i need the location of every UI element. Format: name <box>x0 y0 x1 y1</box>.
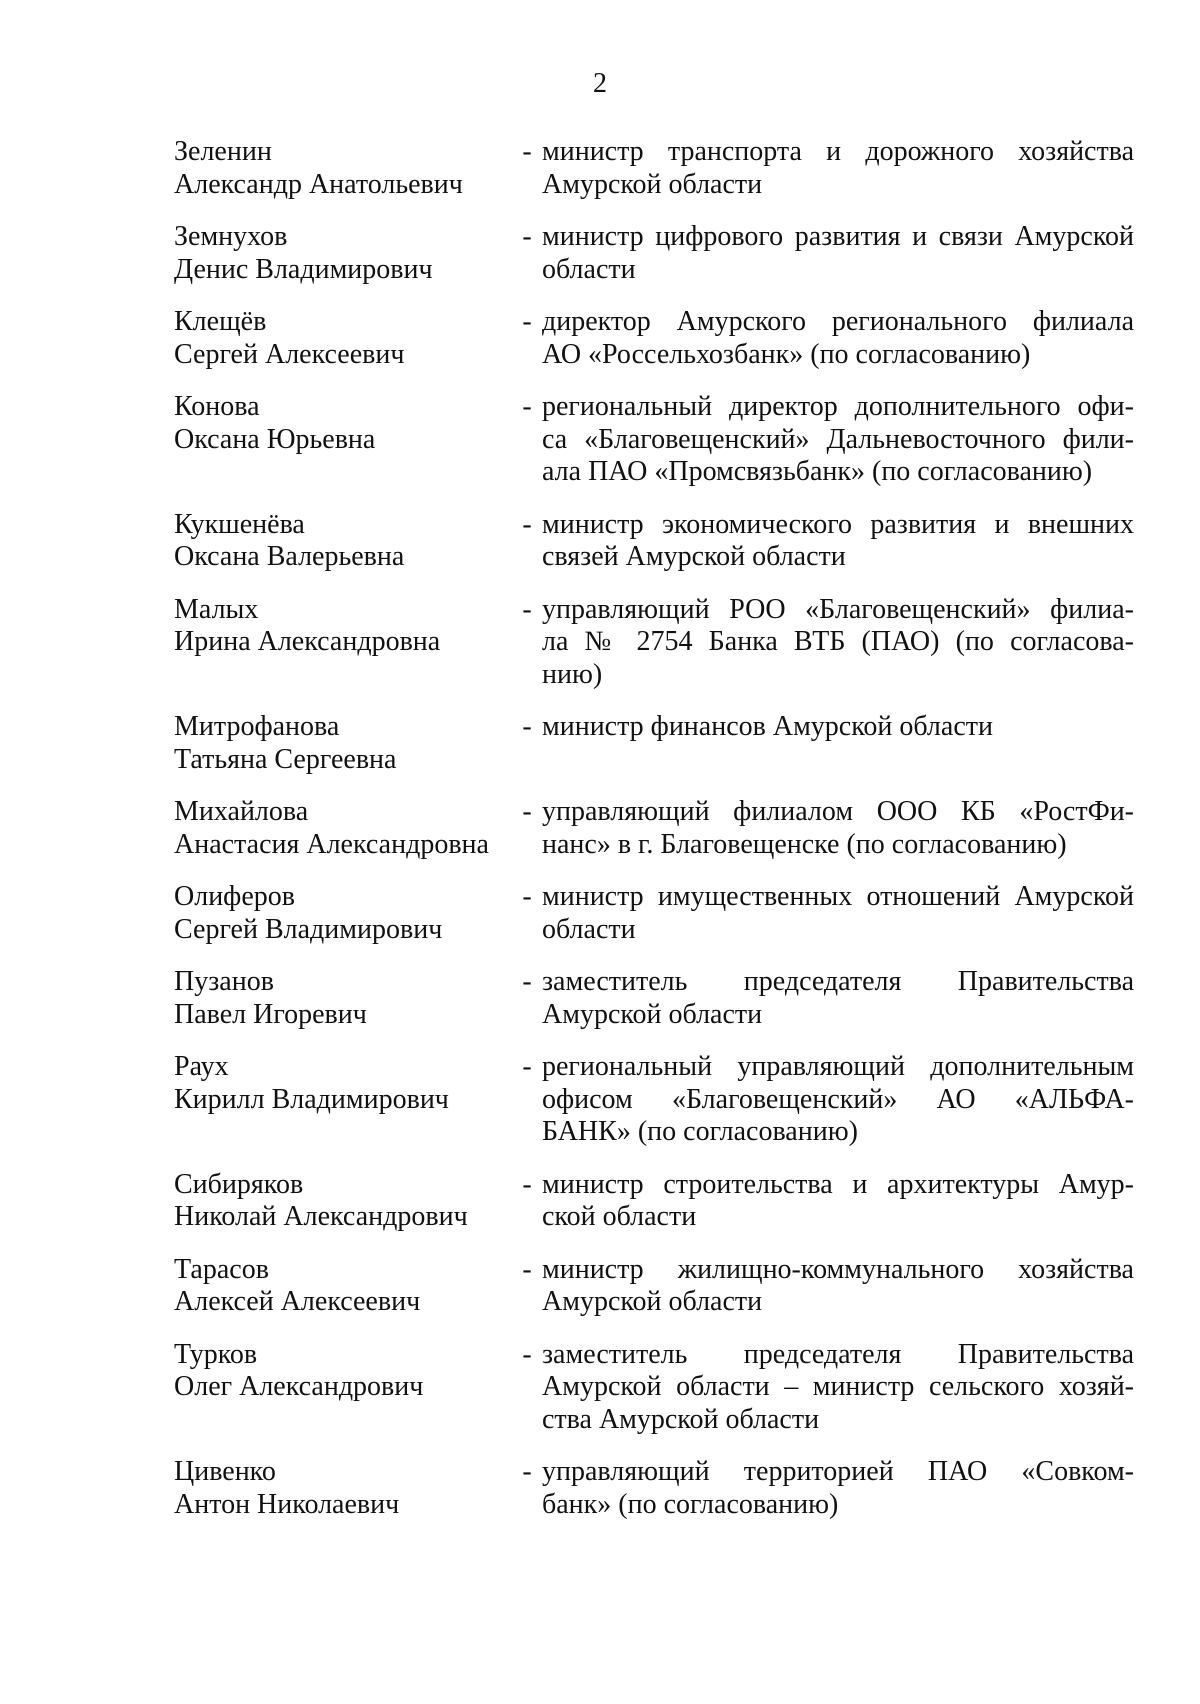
member-role-line: нанс» в г. Благовещенске (по согласованию) <box>542 828 1067 860</box>
member-role-line: области <box>542 913 636 945</box>
member-name <box>174 221 494 286</box>
member-row <box>174 796 1134 861</box>
member-role-line: министр строительства и архитектуры Амур- <box>542 1168 1134 1200</box>
member-surname: Конова <box>174 391 260 422</box>
member-given-names: Ирина Александровна <box>174 626 441 657</box>
member-dash: - <box>522 796 532 827</box>
member-role-line: министр финансов Амурской области <box>542 711 993 742</box>
member-surname: Зеленин <box>174 136 272 167</box>
member-row <box>174 1339 1134 1437</box>
member-role-line: заместитель председателя Правительства <box>542 1338 1134 1370</box>
member-dash: - <box>522 711 532 742</box>
member-role <box>542 1051 1134 1149</box>
member-given-names: Антон Николаевич <box>174 1488 400 1520</box>
member-dash: - <box>522 881 532 912</box>
member-row <box>174 306 1134 371</box>
member-role-line: заместитель председателя Правительства <box>542 966 1134 997</box>
member-given-names: Оксана Юрьевна <box>174 423 376 455</box>
member-given-names: Оксана Валерьевна <box>174 541 405 572</box>
member-surname: Сибиряков <box>174 1168 304 1200</box>
member-dash: - <box>522 306 532 337</box>
member-row <box>174 136 1134 201</box>
member-role-line: управляющий РОО «Благовещенский» филиа- <box>542 593 1134 625</box>
member-row <box>174 594 1134 692</box>
member-given-names: Алексей Алексеевич <box>174 1286 421 1317</box>
member-row <box>174 1254 1134 1319</box>
member-surname: Цивенко <box>174 1456 276 1487</box>
member-role-line: Амурской области <box>542 998 763 1030</box>
member-dash: - <box>522 508 532 540</box>
member-name <box>174 306 494 371</box>
member-role-line: министр имущественных отношений Амурской <box>542 881 1134 912</box>
member-role-line: ла № 2754 Банка ВТБ (ПАО) (по согласова- <box>542 626 1134 657</box>
member-role <box>542 1169 1134 1234</box>
member-given-names: Павел Игоревич <box>174 998 367 1030</box>
member-role <box>542 1339 1134 1437</box>
member-given-names: Сергей Алексеевич <box>174 338 405 370</box>
member-row <box>174 509 1134 574</box>
member-surname: Митрофанова <box>174 711 340 742</box>
member-name <box>174 594 494 692</box>
member-surname: Раух <box>174 1051 229 1082</box>
member-dash: - <box>522 1456 532 1487</box>
member-name <box>174 1456 494 1521</box>
member-role <box>542 391 1134 489</box>
member-dash: - <box>522 1168 532 1200</box>
member-role <box>542 1456 1134 1521</box>
member-role <box>542 221 1134 286</box>
member-surname: Малых <box>174 593 259 625</box>
member-surname: Михайлова <box>174 796 309 827</box>
member-surname: Олиферов <box>174 881 295 912</box>
member-role <box>542 796 1134 861</box>
member-role-line: региональный управляющий дополнительным <box>542 1051 1134 1082</box>
member-given-names: Анастасия Александровна <box>174 828 489 860</box>
member-dash: - <box>522 391 532 422</box>
member-dash: - <box>522 1338 532 1370</box>
member-role-line: министр жилищно-коммунального хозяйства <box>542 1253 1134 1285</box>
member-given-names: Денис Владимирович <box>174 253 433 285</box>
member-role-line: нию) <box>542 658 603 690</box>
member-role <box>542 881 1134 946</box>
member-role <box>542 966 1134 1031</box>
page-number: 2 <box>593 68 607 99</box>
member-surname: Земнухов <box>174 221 288 252</box>
member-given-names: Кирилл Владимирович <box>174 1083 449 1115</box>
member-role-line: банк» (по согласованию) <box>542 1488 839 1520</box>
member-name <box>174 136 494 201</box>
member-role <box>542 136 1134 201</box>
member-role-line: министр транспорта и дорожного хозяйства <box>542 136 1134 167</box>
member-row <box>174 711 1134 776</box>
member-dash: - <box>522 1051 532 1082</box>
member-role-line: БАНК» (по согласованию) <box>542 1116 858 1147</box>
member-given-names: Татьяна Сергеевна <box>174 743 397 775</box>
member-surname: Тарасов <box>174 1253 269 1285</box>
member-dash: - <box>522 1253 532 1285</box>
member-row <box>174 881 1134 946</box>
member-name <box>174 509 494 574</box>
member-given-names: Александр Анатольевич <box>174 168 463 200</box>
member-role <box>542 711 1134 776</box>
member-role-line: Амурской области <box>542 168 763 200</box>
member-surname: Пузанов <box>174 966 274 997</box>
member-role-line: управляющий филиалом ООО КБ «РостФи- <box>542 796 1134 827</box>
member-name <box>174 966 494 1031</box>
member-role-line: офисом «Благовещенский» АО «АЛЬФА- <box>542 1083 1134 1115</box>
member-role-line: министр цифрового развития и связи Амурской <box>542 221 1134 252</box>
member-role-line: ала ПАО «Промсвязьбанк» (по согласованию) <box>542 456 1093 487</box>
member-role-line: области <box>542 253 636 285</box>
member-role <box>542 509 1134 574</box>
member-surname: Клещёв <box>174 306 267 337</box>
member-role-line: связей Амурской области <box>542 541 846 572</box>
member-role-line: управляющий территорией ПАО «Совком- <box>542 1456 1134 1487</box>
member-name <box>174 796 494 861</box>
member-dash: - <box>522 136 532 167</box>
member-name <box>174 881 494 946</box>
member-role-line: Амурской области <box>542 1286 763 1317</box>
member-name <box>174 1339 494 1437</box>
member-dash: - <box>522 966 532 997</box>
member-role-line: директор Амурского регионального филиала <box>542 306 1134 337</box>
member-name <box>174 1254 494 1319</box>
member-row <box>174 1456 1134 1521</box>
member-given-names: Олег Александрович <box>174 1371 424 1402</box>
member-name <box>174 711 494 776</box>
member-surname: Турков <box>174 1338 258 1370</box>
member-role-line: ства Амурской области <box>542 1403 820 1435</box>
member-role-line: министр экономического развития и внешних <box>542 508 1134 540</box>
member-role <box>542 594 1134 692</box>
member-name <box>174 391 494 489</box>
member-role <box>542 306 1134 371</box>
member-row <box>174 221 1134 286</box>
member-list <box>174 136 1134 1541</box>
member-surname: Кукшенёва <box>174 508 305 540</box>
member-name <box>174 1051 494 1149</box>
member-row <box>174 1051 1134 1149</box>
member-dash: - <box>522 593 532 625</box>
member-role-line: Амурской области – министр сельского хозяй- <box>542 1371 1134 1402</box>
member-role-line: ской области <box>542 1201 697 1232</box>
member-name <box>174 1169 494 1234</box>
member-given-names: Николай Александрович <box>174 1201 468 1232</box>
member-row <box>174 391 1134 489</box>
member-row <box>174 1169 1134 1234</box>
member-role-line: региональный директор дополнительного офи- <box>542 391 1134 422</box>
member-role-line: АО «Россельхозбанк» (по согласованию) <box>542 338 1031 370</box>
member-given-names: Сергей Владимирович <box>174 913 443 945</box>
member-role-line: са «Благовещенский» Дальневосточного фили- <box>542 423 1134 455</box>
member-dash: - <box>522 221 532 252</box>
member-role <box>542 1254 1134 1319</box>
member-row <box>174 966 1134 1031</box>
